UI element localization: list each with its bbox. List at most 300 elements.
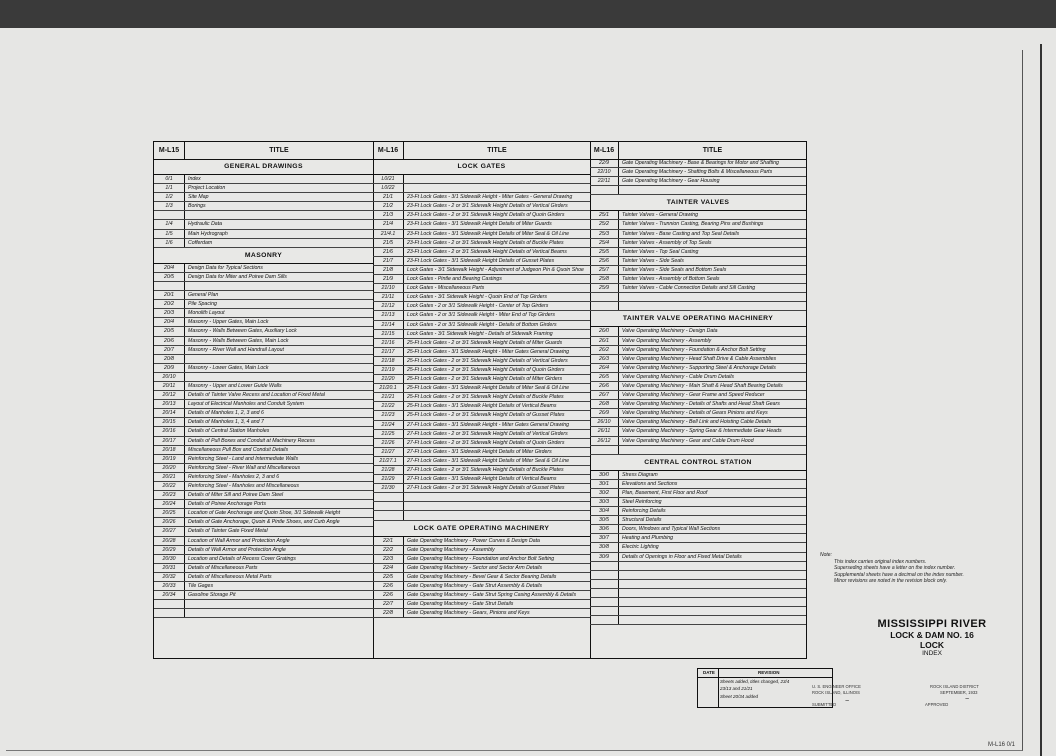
index-row [154, 482, 373, 491]
sheet-number: 21/7 [373, 257, 404, 265]
section-title: LOCK GATE OPERATING MACHINERY [413, 524, 550, 532]
index-note [820, 552, 964, 585]
approved-label: APPROVED [925, 702, 949, 707]
sheet-title: Details of Miter Sill and Poiree Dam Steel [188, 492, 284, 499]
index-row [154, 264, 373, 273]
sheet-number: 20/24 [154, 500, 185, 508]
index-row [373, 384, 590, 393]
sheet-number: 21/18 [373, 357, 404, 365]
sheet-number: 21/20.1 [373, 384, 404, 392]
index-row [590, 186, 806, 195]
sheet-title: Masonry - Upper and Lower Guide Walls [188, 382, 282, 389]
sheet-title: Lock Gates - 2 or 3/1 Sidewalk Height - Center of Top Girders [407, 303, 549, 310]
index-row [154, 184, 373, 193]
sheet-title: Site Map [188, 194, 209, 201]
sheet-title: Location and Details of Recess Cover Gratings [188, 555, 296, 562]
sheet-number: 25/3 [590, 230, 619, 238]
index-row [154, 193, 373, 202]
sheet-title: Location of Wall Armor and Protection Angle [188, 537, 290, 544]
sheet-title: 27-Ft Lock Gates - 3/1 Sidewalk Height Details of Miter Seal & Oil Line [407, 457, 570, 464]
section-heading [154, 248, 373, 264]
sheet-number: 21/17 [373, 348, 404, 356]
index-row [154, 382, 373, 391]
note-line: Supplemental sheets have a decimal on the index number. [834, 571, 964, 578]
title-header: TITLE [487, 147, 507, 154]
sheet-number: 21/29 [373, 475, 404, 483]
sheet-number: 25/7 [590, 266, 619, 274]
index-row [590, 382, 806, 391]
sheet-title: 27-Ft Lock Gates - 3/1 Sidewalk Height Details of Miter Girders [407, 448, 552, 455]
sheet-number: 22/3 [373, 555, 404, 563]
index-row [373, 421, 590, 430]
sheet-title: Design Data for Miter and Poiree Dam Sills [188, 273, 287, 280]
sheet-number [373, 511, 404, 519]
index-row [373, 275, 590, 284]
sheet-number [590, 607, 619, 615]
index-row [373, 284, 590, 293]
sheet-number: 20/30 [154, 555, 185, 563]
sheet-title: Details of Poiree Anchorage Ports [188, 501, 266, 508]
index-row [154, 282, 373, 291]
index-row [590, 239, 806, 248]
sheet-number: 20/21 [154, 473, 185, 481]
section-title: TAINTER VALVE OPERATING MACHINERY [622, 315, 774, 323]
sheet-number: 20/22 [154, 482, 185, 490]
sheet-number: 26/0 [590, 327, 619, 335]
sheet-title: 23-Ft Lock Gates - 2 or 3/1 Sidewalk Height Details of Quoin Girders [407, 212, 565, 219]
sheet-number: 21/1 [373, 193, 404, 201]
index-row [373, 248, 590, 257]
project-sheet-type: INDEX [922, 650, 942, 657]
index-row [154, 437, 373, 446]
sheet-number: 21/5 [373, 239, 404, 247]
index-row [590, 507, 806, 516]
index-row [154, 239, 373, 248]
sheet-title: 27-Ft Lock Gates - 2 or 3/1 Sidewalk Height Details of Quoin Girders [407, 439, 565, 446]
index-row [373, 402, 590, 411]
index-rows [590, 159, 806, 625]
sheet-title: 25-Ft Lock Gates - 2 or 3/1 Sidewalk Height Details of Vertical Girders [407, 357, 568, 364]
sheet-number: 21/10 [373, 284, 404, 292]
index-row [373, 375, 590, 384]
sheet-title: Details of Central Station Manholes [188, 428, 270, 435]
sheet-number: 20/5 [154, 273, 185, 281]
sheet-number: M-L16 0/1 [988, 742, 1016, 748]
index-row [373, 202, 590, 211]
index-row [154, 555, 373, 564]
sheet-number [590, 589, 619, 597]
index-row [373, 555, 590, 564]
sheet-title: Valve Operating Machinery - Gear Frame and Speed Reducer [622, 392, 765, 399]
sheet-title: 25-Ft Lock Gates - 2 or 3/1 Sidewalk Height Details of Quoin Girders [407, 366, 565, 373]
sheet-title: Gate Operating Machinery - Power Curves & Design Data [407, 537, 540, 544]
sheet-number: 20/8 [154, 355, 185, 363]
index-row [590, 607, 806, 616]
sheet-title: Gate Operating Machinery - Gears, Pinions and Keys [407, 610, 530, 617]
sheet-title: Borings [188, 203, 206, 210]
index-row [590, 337, 806, 346]
index-row [154, 175, 373, 184]
column-header [154, 142, 373, 160]
note-title: Note: [820, 552, 832, 558]
index-row [590, 580, 806, 589]
index-row [373, 573, 590, 582]
section-heading [590, 455, 806, 471]
sheet-number: 22/5 [373, 573, 404, 581]
sheet-title: Hydraulic Data [188, 221, 223, 228]
index-row [154, 346, 373, 355]
index-row [154, 318, 373, 327]
sheet-number: 21/4 [373, 220, 404, 228]
index-row [590, 616, 806, 625]
index-row [373, 502, 590, 511]
index-row [590, 598, 806, 607]
sheet-title: 23-Ft Lock Gates - 3/1 Sidewalk Height Details of Gusset Plates [407, 257, 555, 264]
sheet-title: 27-Ft Lock Gates - 2 or 3/1 Sidewalk Height Details of Buckle Plates [407, 467, 564, 473]
index-row [154, 273, 373, 282]
index-row [373, 220, 590, 229]
index-row [373, 439, 590, 448]
sheet-number: 21/2 [373, 202, 404, 210]
sheet-number [154, 600, 185, 608]
sheet-number: 22/11 [590, 177, 619, 185]
sheet-number: 30/2 [590, 489, 619, 497]
sheet-title: 25-Ft Lock Gates - 3/1 Sidewalk Height - Miter Gates General Drawing [407, 348, 570, 355]
sheet-title: Tainter Valves - Side Seals [622, 257, 684, 264]
sheet-number: 20/17 [154, 437, 185, 445]
sheet-title: Details of Pull Boxes and Conduit at Machinery Recess [188, 437, 315, 444]
sheet-title: Reinforcing Steel - Manholes 2, 3 and 6 [188, 473, 280, 480]
sheet-title: Lock Gates - 2 or 3/1 Sidewalk Height - Miter End of Top Girders [407, 312, 556, 319]
sheet-title: Valve Operating Machinery - Bell Link and Hoisting Cable Details [622, 419, 772, 426]
sheet-title: Valve Operating Machinery - Gear and Cable Drum Hood [622, 437, 754, 444]
index-row [154, 373, 373, 382]
sheet-title: 23-Ft Lock Gates - 2 or 3/1 Sidewalk Height Details of Vertical Girders [407, 203, 568, 210]
index-row [590, 266, 806, 275]
sheet-title: Tile Gages [188, 583, 214, 590]
sheet-number [154, 282, 185, 290]
sheet-title: Details of Miscellaneous Parts [188, 564, 258, 571]
sheet-number: 22/4 [373, 564, 404, 572]
sheet-number: 30/9 [590, 553, 619, 561]
sheet-title: Reinforcing Steel - Land and Intermediate Walls [188, 455, 299, 462]
index-row [590, 230, 806, 239]
sheet-number: 25/1 [590, 211, 619, 219]
index-row [590, 489, 806, 498]
sheet-number: 21/24 [373, 421, 404, 429]
sheet-title: Lock Gates - 3/1 Sidewalk Height - Quoin End of Top Girders [407, 294, 547, 301]
sheet-number: 22/2 [373, 546, 404, 554]
index-row [154, 464, 373, 473]
sheet-number: 20/33 [154, 582, 185, 590]
index-row [154, 600, 373, 609]
sheet-number: 22/10 [590, 168, 619, 176]
index-row [590, 543, 806, 552]
sheet-title: Index [188, 176, 201, 182]
index-row [590, 177, 806, 186]
sheet-number: 25/6 [590, 257, 619, 265]
index-row [373, 564, 590, 573]
district-name: ROCK ISLAND DISTRICT [930, 684, 979, 689]
sheet-title: 25-Ft Lock Gates - 2 or 3/1 Sidewalk Height Details of Miter Guards [407, 339, 563, 346]
sheet-number: 21/30 [373, 484, 404, 492]
index-row [373, 357, 590, 366]
sheet-title: Tainter Valves - Top Seal Casting [622, 248, 699, 255]
index-row [590, 275, 806, 284]
sheet-title: Gate Operating Machinery - Gate Strut Details [407, 601, 514, 608]
sheet-number: 21/12 [373, 302, 404, 310]
index-row [373, 591, 590, 600]
sheet-number: 20/5 [154, 327, 185, 335]
sheet-title: 23-Ft Lock Gates - 3/1 Sidewalk Height Details of Miter Guards [407, 221, 552, 228]
index-row [590, 391, 806, 400]
section-heading [590, 311, 806, 327]
sheet-title: Heating and Plumbing [622, 535, 674, 542]
sheet-title: Masonry - Walls Between Gates, Main Lock [188, 337, 289, 344]
sheet-title: Reinforcing Details [622, 508, 666, 515]
index-row [154, 409, 373, 418]
index-row [590, 589, 806, 598]
sheet-title: Steel Reinforcing [622, 499, 662, 505]
project-structure: LOCK [919, 640, 945, 650]
sheet-title: Structural Details [622, 517, 662, 524]
sheet-number: 25/4 [590, 239, 619, 247]
index-row [590, 284, 806, 293]
index-row [373, 293, 590, 302]
sheet-title: Elevations and Sections [622, 480, 678, 487]
index-row [154, 446, 373, 455]
sheet-title: 23-Ft Lock Gates - 2 or 3/1 Sidewalk Height Details of Vertical Beams [407, 248, 567, 255]
sheet-title: 27-Ft Lock Gates - 2 or 3/1 Sidewalk Height Details of Gusset Plates [407, 485, 565, 492]
sheet-title: Gate Operating Machinery - Gate Strut Assembly & Details [407, 583, 543, 590]
index-row [154, 364, 373, 373]
sheet-title: 27-Ft Lock Gates - 3/1 Sidewalk Height Details of Vertical Beams [407, 476, 557, 483]
sheet-number: 20/10 [154, 373, 185, 381]
sheet-title: Lock Gates - Miscellaneous Parts [407, 285, 485, 292]
index-row [590, 418, 806, 427]
sheet-number: 20/16 [154, 427, 185, 435]
index-row [154, 609, 373, 618]
index-row [154, 591, 373, 600]
project-river: MISSISSIPPI RIVER [877, 618, 987, 630]
index-row [590, 498, 806, 507]
sheet-number: 20/1 [154, 291, 185, 299]
sheet-title: Tainter Valves - Side Seals and Bottom Seals [622, 266, 727, 273]
title-header: TITLE [702, 147, 723, 154]
sheet-number: 26/6 [590, 382, 619, 390]
sheet-title: Tainter Valves - Trunnion Casting, Bearing Pins and Bushings [622, 221, 764, 228]
index-row [373, 175, 590, 184]
revision-row: 23/13 and 21/21 [720, 686, 753, 691]
index-row [373, 582, 590, 591]
sheet-number: 25/2 [590, 220, 619, 228]
sheet-number: 26/7 [590, 391, 619, 399]
sheet-number: 26/3 [590, 355, 619, 363]
sheet-number: 20/26 [154, 518, 185, 526]
sheet-title: 25-Ft Lock Gates - 3/1 Sidewalk Height Details of Vertical Beams [407, 403, 557, 410]
sheet-number: 30/8 [590, 543, 619, 551]
index-column-3 [590, 142, 806, 658]
sheet-number: 26/12 [590, 437, 619, 445]
sheet-number: 21/4.1 [373, 230, 404, 238]
sheet-number: 20/6 [154, 337, 185, 345]
sheet-title: Details of Manholes 1, 3, 4 and 7 [188, 419, 264, 426]
index-row [590, 220, 806, 229]
index-row [154, 546, 373, 555]
sheet-number: 26/5 [590, 373, 619, 381]
section-title: CENTRAL CONTROL STATION [644, 458, 752, 466]
index-row [373, 466, 590, 475]
index-row [373, 257, 590, 266]
sheet-number: 22/6 [373, 591, 404, 599]
sheet-number: 21/16 [373, 339, 404, 347]
index-row [373, 348, 590, 357]
index-row [154, 473, 373, 482]
sheet-number [373, 493, 404, 501]
index-row [154, 327, 373, 336]
index-row [154, 309, 373, 318]
note-line: Superseding sheets have a letter on the index number. [834, 565, 956, 571]
index-row [590, 302, 806, 311]
sheet-number: 26/9 [590, 409, 619, 417]
sheet-number: 26/10 [590, 418, 619, 426]
sheet-number: 20/12 [154, 391, 185, 399]
sheet-title: Valve Operating Machinery - Head Shaft Drive & Cable Assemblies [622, 355, 777, 362]
sheet-title: General Plan [188, 292, 219, 299]
sheet-title: Lock Gates - 2 or 3/1 Sidewalk Height - Details of Bottom Girders [407, 321, 557, 328]
sheet-number: 22/7 [373, 600, 404, 608]
sheet-title: Details of Miscellaneous Metal Parts [188, 573, 272, 580]
index-row [154, 300, 373, 309]
index-row [154, 427, 373, 436]
project-title-block [842, 618, 1022, 657]
sheet-number: 20/28 [154, 537, 185, 545]
sheet-number: 30/1 [590, 480, 619, 488]
sheet-number [590, 562, 619, 570]
sheet-number: L0/21 [373, 175, 404, 183]
sheet-title: Project Location [188, 185, 226, 192]
sheet-number: 1/4 [154, 220, 185, 228]
revision-date-header: DATE [703, 670, 715, 675]
sheet-title: Stress Diagram [622, 471, 658, 478]
sheet-title: Main Hydrograph [188, 230, 228, 237]
sheet-number: 25/8 [590, 275, 619, 283]
sheet-title: Tainter Valves - Base Casting and Top Seal Details [622, 230, 740, 237]
sheet-number: 20/11 [154, 382, 185, 390]
sheet-number: 20/19 [154, 455, 185, 463]
sheet-title: Plan, Basement, First Floor and Roof [622, 489, 708, 496]
sheet-title: Location of Gate Anchorage and Quoin Shoe, 3/1 Sidewalk Height [188, 510, 341, 517]
index-row [154, 564, 373, 573]
index-row [590, 553, 806, 562]
sheet-title: Tainter Valves - Assembly of Bottom Seals [622, 276, 720, 283]
index-row [590, 248, 806, 257]
sheet-number: 21/11 [373, 293, 404, 301]
sheet-title: Reinforcing Steel - Manholes and Miscellaneous [188, 483, 300, 489]
index-row [590, 427, 806, 436]
sheet-number [590, 302, 619, 310]
sheet-number-header: M-L16 [590, 142, 619, 159]
index-row [154, 518, 373, 527]
sheet-number: 20/4 [154, 264, 185, 272]
sheet-title: Details of Manholes 1, 2, 3 and 6 [188, 410, 264, 417]
index-row [590, 327, 806, 336]
sheet-number [590, 580, 619, 588]
sheet-number: 30/0 [590, 471, 619, 479]
index-row [373, 211, 590, 220]
index-row [590, 355, 806, 364]
sheet-number: L0/22 [373, 184, 404, 192]
column-header [590, 142, 806, 160]
sheet-title: Gate Operating Machinery - Foundation and Anchor Bolt Setting [407, 555, 555, 562]
sheet-title: Valve Operating Machinery - Details of Gears Pinions and Keys [622, 410, 768, 417]
approved-signature: ~ [965, 696, 970, 703]
index-row [590, 480, 806, 489]
sheet-number [590, 186, 619, 194]
section-title: LOCK GATES [457, 163, 506, 170]
sheet-title: Details of Wall Armor and Protection Angle [188, 546, 286, 553]
index-row [154, 211, 373, 220]
sheet-number: 21/23 [373, 411, 404, 419]
sheet-number: 25/9 [590, 284, 619, 292]
revision-row: Sheets added, titles changed, 23/4 [720, 679, 790, 684]
sheet-number: 21/13 [373, 311, 404, 319]
index-row [154, 391, 373, 400]
sheet-title: 25-Ft Lock Gates - 3/1 Sidewalk Height Details of Miter Seal & Oil Line [407, 385, 570, 392]
index-row [590, 437, 806, 446]
sheet-number: 21/25 [373, 430, 404, 438]
sheet-number: 21/27 [373, 448, 404, 456]
sheet-number: 21/22 [373, 402, 404, 410]
sheet-title: 25-Ft Lock Gates - 2 or 3/1 Sidewalk Height Details of Miter Girders [407, 376, 563, 383]
index-row [154, 509, 373, 518]
index-row [590, 571, 806, 580]
sheet-number [590, 446, 619, 454]
revision-header: REVISION [758, 670, 780, 675]
index-row [373, 239, 590, 248]
sheet-title: Gate Operating Machinery - Gear Housing [622, 178, 720, 185]
sheet-number: 21/3 [373, 211, 404, 219]
index-row [154, 455, 373, 464]
index-row [373, 339, 590, 348]
column-header [373, 142, 590, 160]
index-row [590, 159, 806, 168]
index-row [590, 525, 806, 534]
index-row [373, 311, 590, 320]
index-row [154, 527, 373, 536]
section-title: MASONRY [244, 251, 283, 259]
office-name: U. S. ENGINEER OFFICE [812, 684, 861, 689]
note-line: This index carries original index numbers. [834, 558, 927, 565]
sheet-title: Tainter Valves - Cable Connection Details and Sill Casting [622, 285, 756, 292]
index-row [373, 537, 590, 546]
index-row [590, 400, 806, 409]
sheet-title: Gasoline Storage Pit [188, 592, 236, 599]
sheet-title: Gate Operating Machinery - Assembly [407, 546, 495, 553]
section-heading [154, 159, 373, 175]
index-row [373, 302, 590, 311]
index-row [590, 516, 806, 525]
sheet-number: 30/7 [590, 534, 619, 542]
sheet-number: 26/11 [590, 427, 619, 435]
sheet-number: 21/9 [373, 275, 404, 283]
index-row [154, 230, 373, 239]
index-row [373, 184, 590, 193]
index-row [154, 537, 373, 546]
sheet-number [590, 293, 619, 301]
sheet-number: 20/27 [154, 527, 185, 535]
index-row [373, 321, 590, 330]
